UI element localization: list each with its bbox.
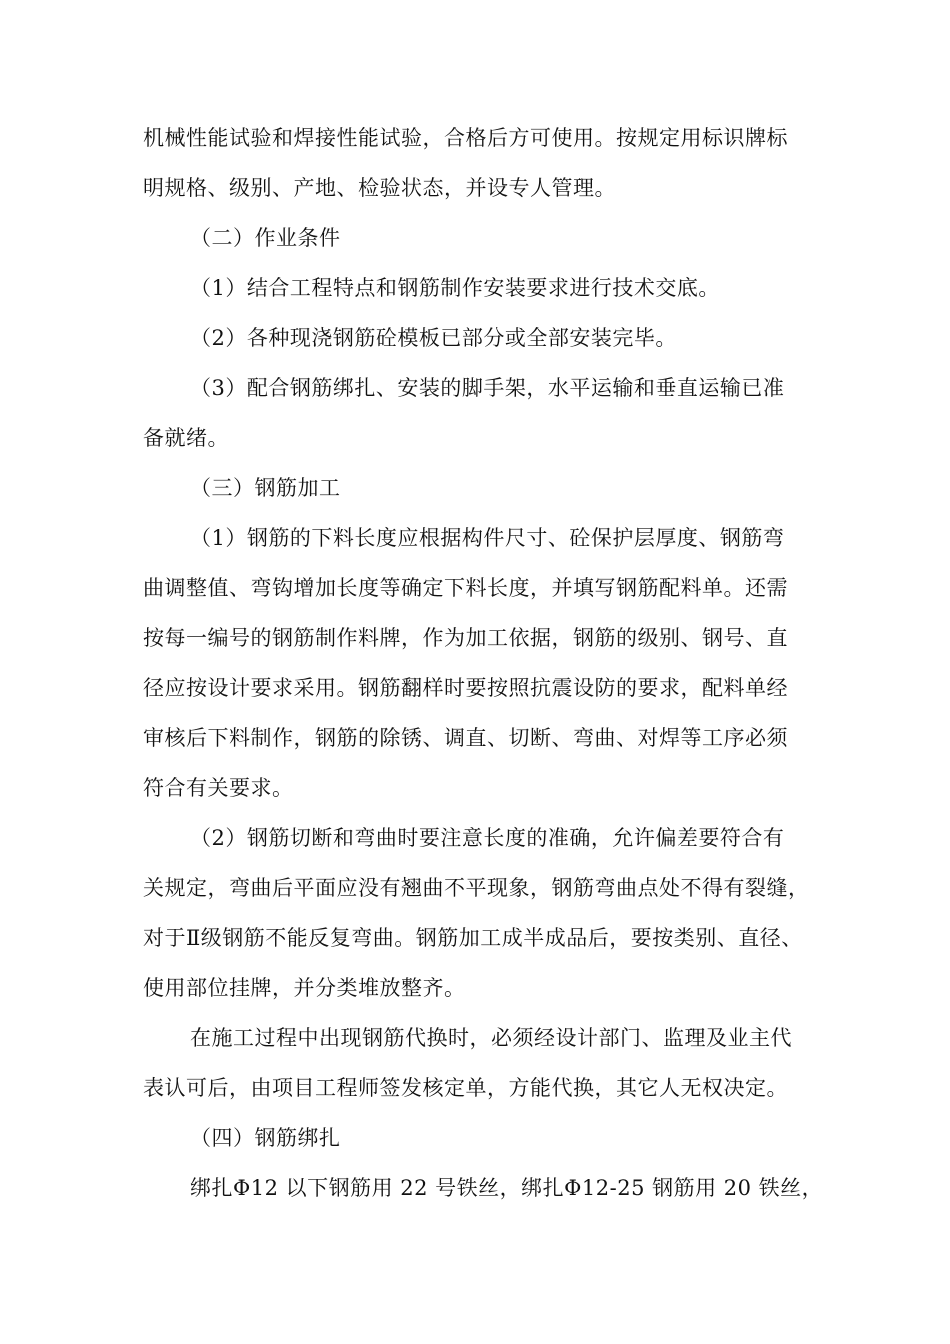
text-line: 按每一编号的钢筋制作料牌，作为加工依据，钢筋的级别、钢号、直 (143, 626, 788, 650)
text-line: 关规定，弯曲后平面应没有翘曲不平现象，钢筋弯曲点处不得有裂缝， (143, 876, 810, 900)
text-line: 明规格、级别、产地、检验状态，并设专人管理。 (143, 176, 616, 200)
text-line: 绑扎Φ12 以下钢筋用 22 号铁丝，绑扎Φ12-25 钢筋用 20 铁丝， (190, 1176, 824, 1200)
text-line: 符合有关要求。 (143, 776, 294, 800)
text-line: （3）配合钢筋绑扎、安装的脚手架，水平运输和垂直运输已准 (190, 376, 785, 400)
section-heading: （四）钢筋绑扎 (190, 1126, 341, 1150)
text-line: （2）钢筋切断和弯曲时要注意长度的准确，允许偏差要符合有 (190, 826, 785, 850)
text-line: （1）结合工程特点和钢筋制作安装要求进行技术交底。 (190, 276, 720, 300)
text-line: （2）各种现浇钢筋砼模板已部分或全部安装完毕。 (190, 326, 677, 350)
text-line: （1）钢筋的下料长度应根据构件尺寸、砼保护层厚度、钢筋弯 (190, 526, 785, 550)
text-line: 机械性能试验和焊接性能试验，合格后方可使用。按规定用标识牌标 (143, 126, 788, 150)
text-line: 曲调整值、弯钩增加长度等确定下料长度，并填写钢筋配料单。还需 (143, 576, 788, 600)
text-line: 审核后下料制作，钢筋的除锈、调直、切断、弯曲、对焊等工序必须 (143, 726, 788, 750)
section-heading: （三）钢筋加工 (190, 476, 341, 500)
text-line: 对于Ⅱ级钢筋不能反复弯曲。钢筋加工成半成品后，要按类别、直径、 (143, 926, 803, 950)
text-line: 径应按设计要求采用。钢筋翻样时要按照抗震设防的要求，配料单经 (143, 676, 788, 700)
text-line: 备就绪。 (143, 426, 229, 450)
text-line: 使用部位挂牌，并分类堆放整齐。 (143, 976, 466, 1000)
text-line: 在施工过程中出现钢筋代换时，必须经设计部门、监理及业主代 (190, 1026, 792, 1050)
section-heading: （二）作业条件 (190, 226, 341, 250)
text-line: 表认可后，由项目工程师签发核定单，方能代换，其它人无权决定。 (143, 1076, 788, 1100)
